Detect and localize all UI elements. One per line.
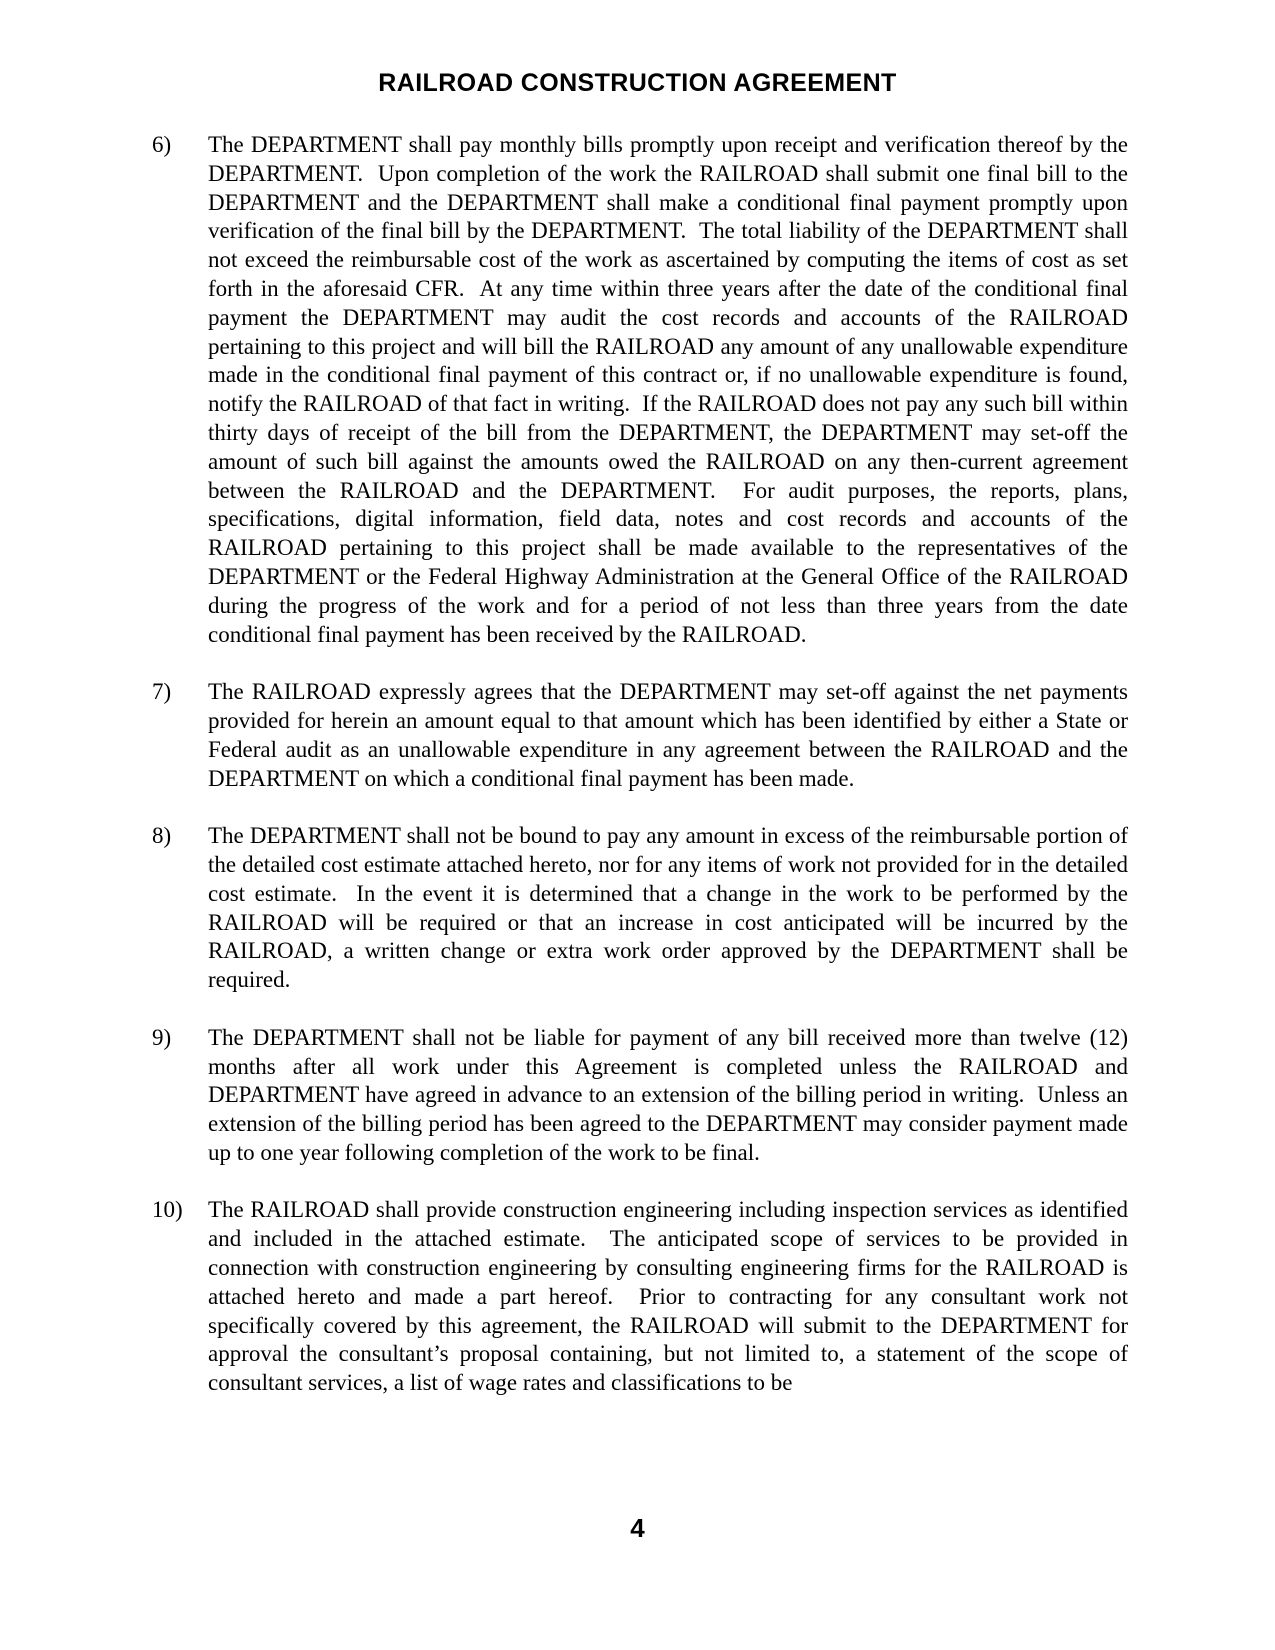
agreement-clause-8 bbox=[152, 822, 1134, 995]
clause-number: 10) bbox=[152, 1197, 183, 1223]
clause-number: 6) bbox=[152, 132, 172, 157]
agreement-clause-10 bbox=[152, 1196, 1134, 1398]
agreement-clause-7 bbox=[152, 678, 1134, 793]
clause-number: 7) bbox=[152, 679, 172, 705]
clause-text: The RAILROAD expressly agrees that the DEPARTMENT may set-off against the net payments provided for herein an amount equal to that amount which has been identified by either a State or Federal audit as an unallowable expenditure in any agreement between the RAILROAD and the DEPARTMENT on which a conditional final payment has been made. bbox=[208, 679, 1134, 791]
agreement-clause-6 bbox=[152, 131, 1134, 649]
clause-text: The DEPARTMENT shall not be bound to pay any amount in excess of the reimbursable portion of the detailed cost estimate attached hereto, nor for any items of work not provided for in the detailed cost estimate. In the event it is determined that a change in the work to be performed by the RAILROAD will be required or that an increase in cost anticipated will be incurred by the RAILROAD, a written change or extra work order approved by the DEPARTMENT shall be required. bbox=[208, 823, 1134, 993]
clause-text: The DEPARTMENT shall not be liable for payment of any bill received more than twelve (12) months after all work under this Agreement is completed unless the RAILROAD and DEPARTMENT have agreed in advance to an extension of the billing period in writing. Unless an extension of the billing period has been agreed to the DEPARTMENT may consider payment made up to one year following completion of the work to be final. bbox=[208, 1024, 1134, 1165]
clause-number: 8) bbox=[152, 823, 172, 849]
page-number: 4 bbox=[630, 1513, 645, 1543]
document-title: RAILROAD CONSTRUCTION AGREEMENT bbox=[378, 69, 897, 97]
agreement-clause-9 bbox=[152, 1024, 1134, 1168]
clause-number: 9) bbox=[152, 1024, 172, 1050]
clause-text: The DEPARTMENT shall pay monthly bills promptly upon receipt and verification thereof by the DEPARTMENT. Upon completion of the work the RAILROAD shall submit one final bill to the DEPARTMENT and the DEPARTMENT shall make a conditional final payment promptly upon verification of the final bill by the DEPARTMENT. The total liability of the DEPARTMENT shall not exceed the reimbursable cost of the work as ascertained by computing the items of cost as set forth in the aforesaid CFR. At any time within three years after the date of the conditional final payment the DEPARTMENT may audit the cost records and accounts of the RAILROAD pertaining to this project and will bill the RAILROAD any amount of any unallowable expenditure made in the conditional final payment of this contract or, if no unallowable expenditure is found, notify the RAILROAD of that fact in writing. If the RAILROAD does not pay any such bill within thirty days of receipt of the bill from the DEPARTMENT, the DEPARTMENT may set-off the amount of such bill against the amounts owed the RAILROAD on any then-current agreement between the RAILROAD and the DEPARTMENT. For audit purposes, the reports, plans, specifications, digital information, field data, notes and cost records and accounts of the RAILROAD pertaining to this project shall be made available to the representatives of the DEPARTMENT or the Federal Highway Administration at the General Office of the RAILROAD during the progress of the work and for a period of not less than three years from the date conditional final payment has been received by the RAILROAD. bbox=[208, 132, 1134, 647]
clause-text: The RAILROAD shall provide construction engineering including inspection services as identified and included in the attached estimate. The anticipated scope of services to be provided in connection with construction engineering by consulting engineering firms for the RAILROAD is attached hereto and made a part hereof. Prior to contracting for any consultant work not specifically covered by this agreement, the RAILROAD will submit to the DEPARTMENT for approval the consultant’s proposal containing, but not limited to, a statement of the scope of consultant services, a list of wage rates and classifications to be bbox=[208, 1197, 1134, 1396]
document-body bbox=[152, 131, 1134, 1427]
